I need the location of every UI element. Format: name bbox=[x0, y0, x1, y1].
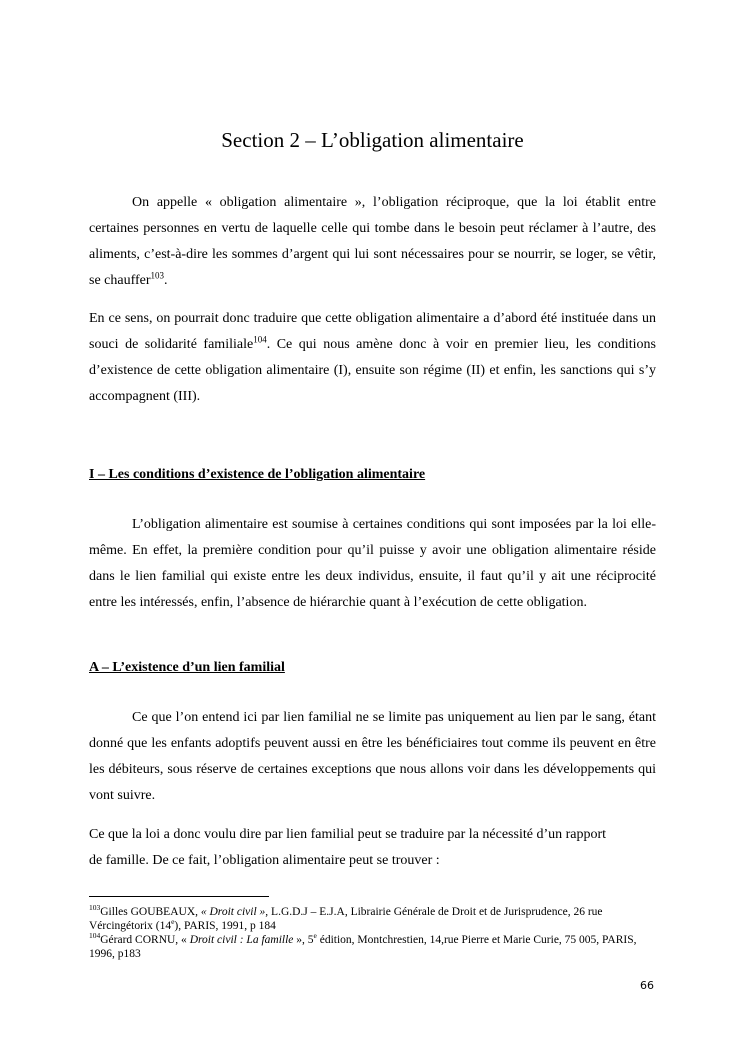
footnote-work: « Droit civil » bbox=[200, 906, 266, 918]
conditions-paragraph: L’obligation alimentaire est soumise à certaines conditions qui sont imposées par la loi elle-même. En effet, la première condition pour qu’il puisse y avoir une obligation alimentaire réside dans le lien familial qui existe entre les deux individus, ensuite, il faut qu’il y ait une réciprocité entre les intéressés, enfin, l’absence de hiérarchie quant à l’exécution de cette obligation. bbox=[89, 517, 656, 610]
footnote-text: , L.G.D.J – E.J.A, Librairie Générale de Droit et de Jurisprudence, 26 rue Vércingétorix (14 bbox=[89, 906, 603, 932]
heading-conditions: I – Les conditions d’existence de l’obligation alimentaire bbox=[89, 467, 426, 482]
plan-text-a: En ce sens, on pourrait donc traduire que cette obligation alimentaire a d’abord été instituée dans un souci de solidarité familiale bbox=[89, 311, 656, 352]
heading-family-link: A – L’existence d’un lien familial bbox=[89, 660, 285, 675]
intro-paragraph bbox=[89, 190, 656, 294]
family-link-paragraph: Ce que l’on entend ici par lien familial ne se limite pas uniquement au lien par le sang, étant donné que les enfants adoptifs peuvent aussi en être les bénéficiaires tout comme ils peuvent en être les débiteurs, sous réserve de certaines exceptions que nous allons voir dans les développements qui vont suivre. bbox=[89, 710, 656, 803]
footnote-work: Droit civil : La famille bbox=[189, 934, 294, 946]
footnote-author: Gilles GOUBEAUX, bbox=[100, 906, 201, 918]
plan-paragraph bbox=[89, 306, 656, 410]
conclusion-line-1: Ce que la loi a donc voulu dire par lien familial peut se traduire par la nécessité d’un rapport bbox=[89, 827, 607, 842]
footnote-ordinal: e bbox=[313, 931, 317, 941]
intro-text: On appelle « obligation alimentaire », l’obligation réciproque, que la loi établit entre certaines personnes en vertu de laquelle celle qui tombe dans le besoin peut réclamer à l’autre, des aliments, c’est-à-dire les sommes d’argent qui lui sont nécessaires pour se nourrir, se loger, se vêtir, se chauffer bbox=[89, 195, 656, 288]
plan-text-b: . Ce qui nous amène donc à voir en premier lieu, les conditions d’existence de cette obligation alimentaire (I), ensuite son régime (II) et enfin, les sanctions qui s’y accompagnent (III). bbox=[89, 337, 656, 404]
footnote-number: 103 bbox=[89, 903, 101, 913]
footnote-text-end: édition, Montchrestien, 14,rue Pierre et Marie Curie, 75 005, PARIS, 1996, p183 bbox=[89, 934, 637, 960]
section-title: Section 2 – L’obligation alimentaire bbox=[221, 128, 524, 152]
footnote-text-end: ), PARIS, 1991, p 184 bbox=[174, 920, 276, 932]
footnote-ref-104[interactable]: 104 bbox=[253, 334, 267, 345]
footnote-author: Gérard CORNU, « bbox=[100, 934, 190, 946]
footnote-104 bbox=[89, 933, 656, 961]
footnote-103 bbox=[89, 905, 656, 933]
page-number: 66 bbox=[640, 979, 654, 992]
intro-tail: . bbox=[164, 273, 168, 288]
footnote-separator bbox=[89, 896, 269, 897]
footnote-ordinal: e bbox=[171, 917, 175, 927]
conclusion-line-2: de famille. De ce fait, l’obligation alimentaire peut se trouver : bbox=[89, 853, 440, 868]
conclusion-paragraph bbox=[89, 822, 656, 874]
footnote-number: 104 bbox=[89, 931, 101, 941]
footnote-ref-103[interactable]: 103 bbox=[150, 270, 165, 281]
footnote-text: », 5 bbox=[293, 934, 314, 946]
